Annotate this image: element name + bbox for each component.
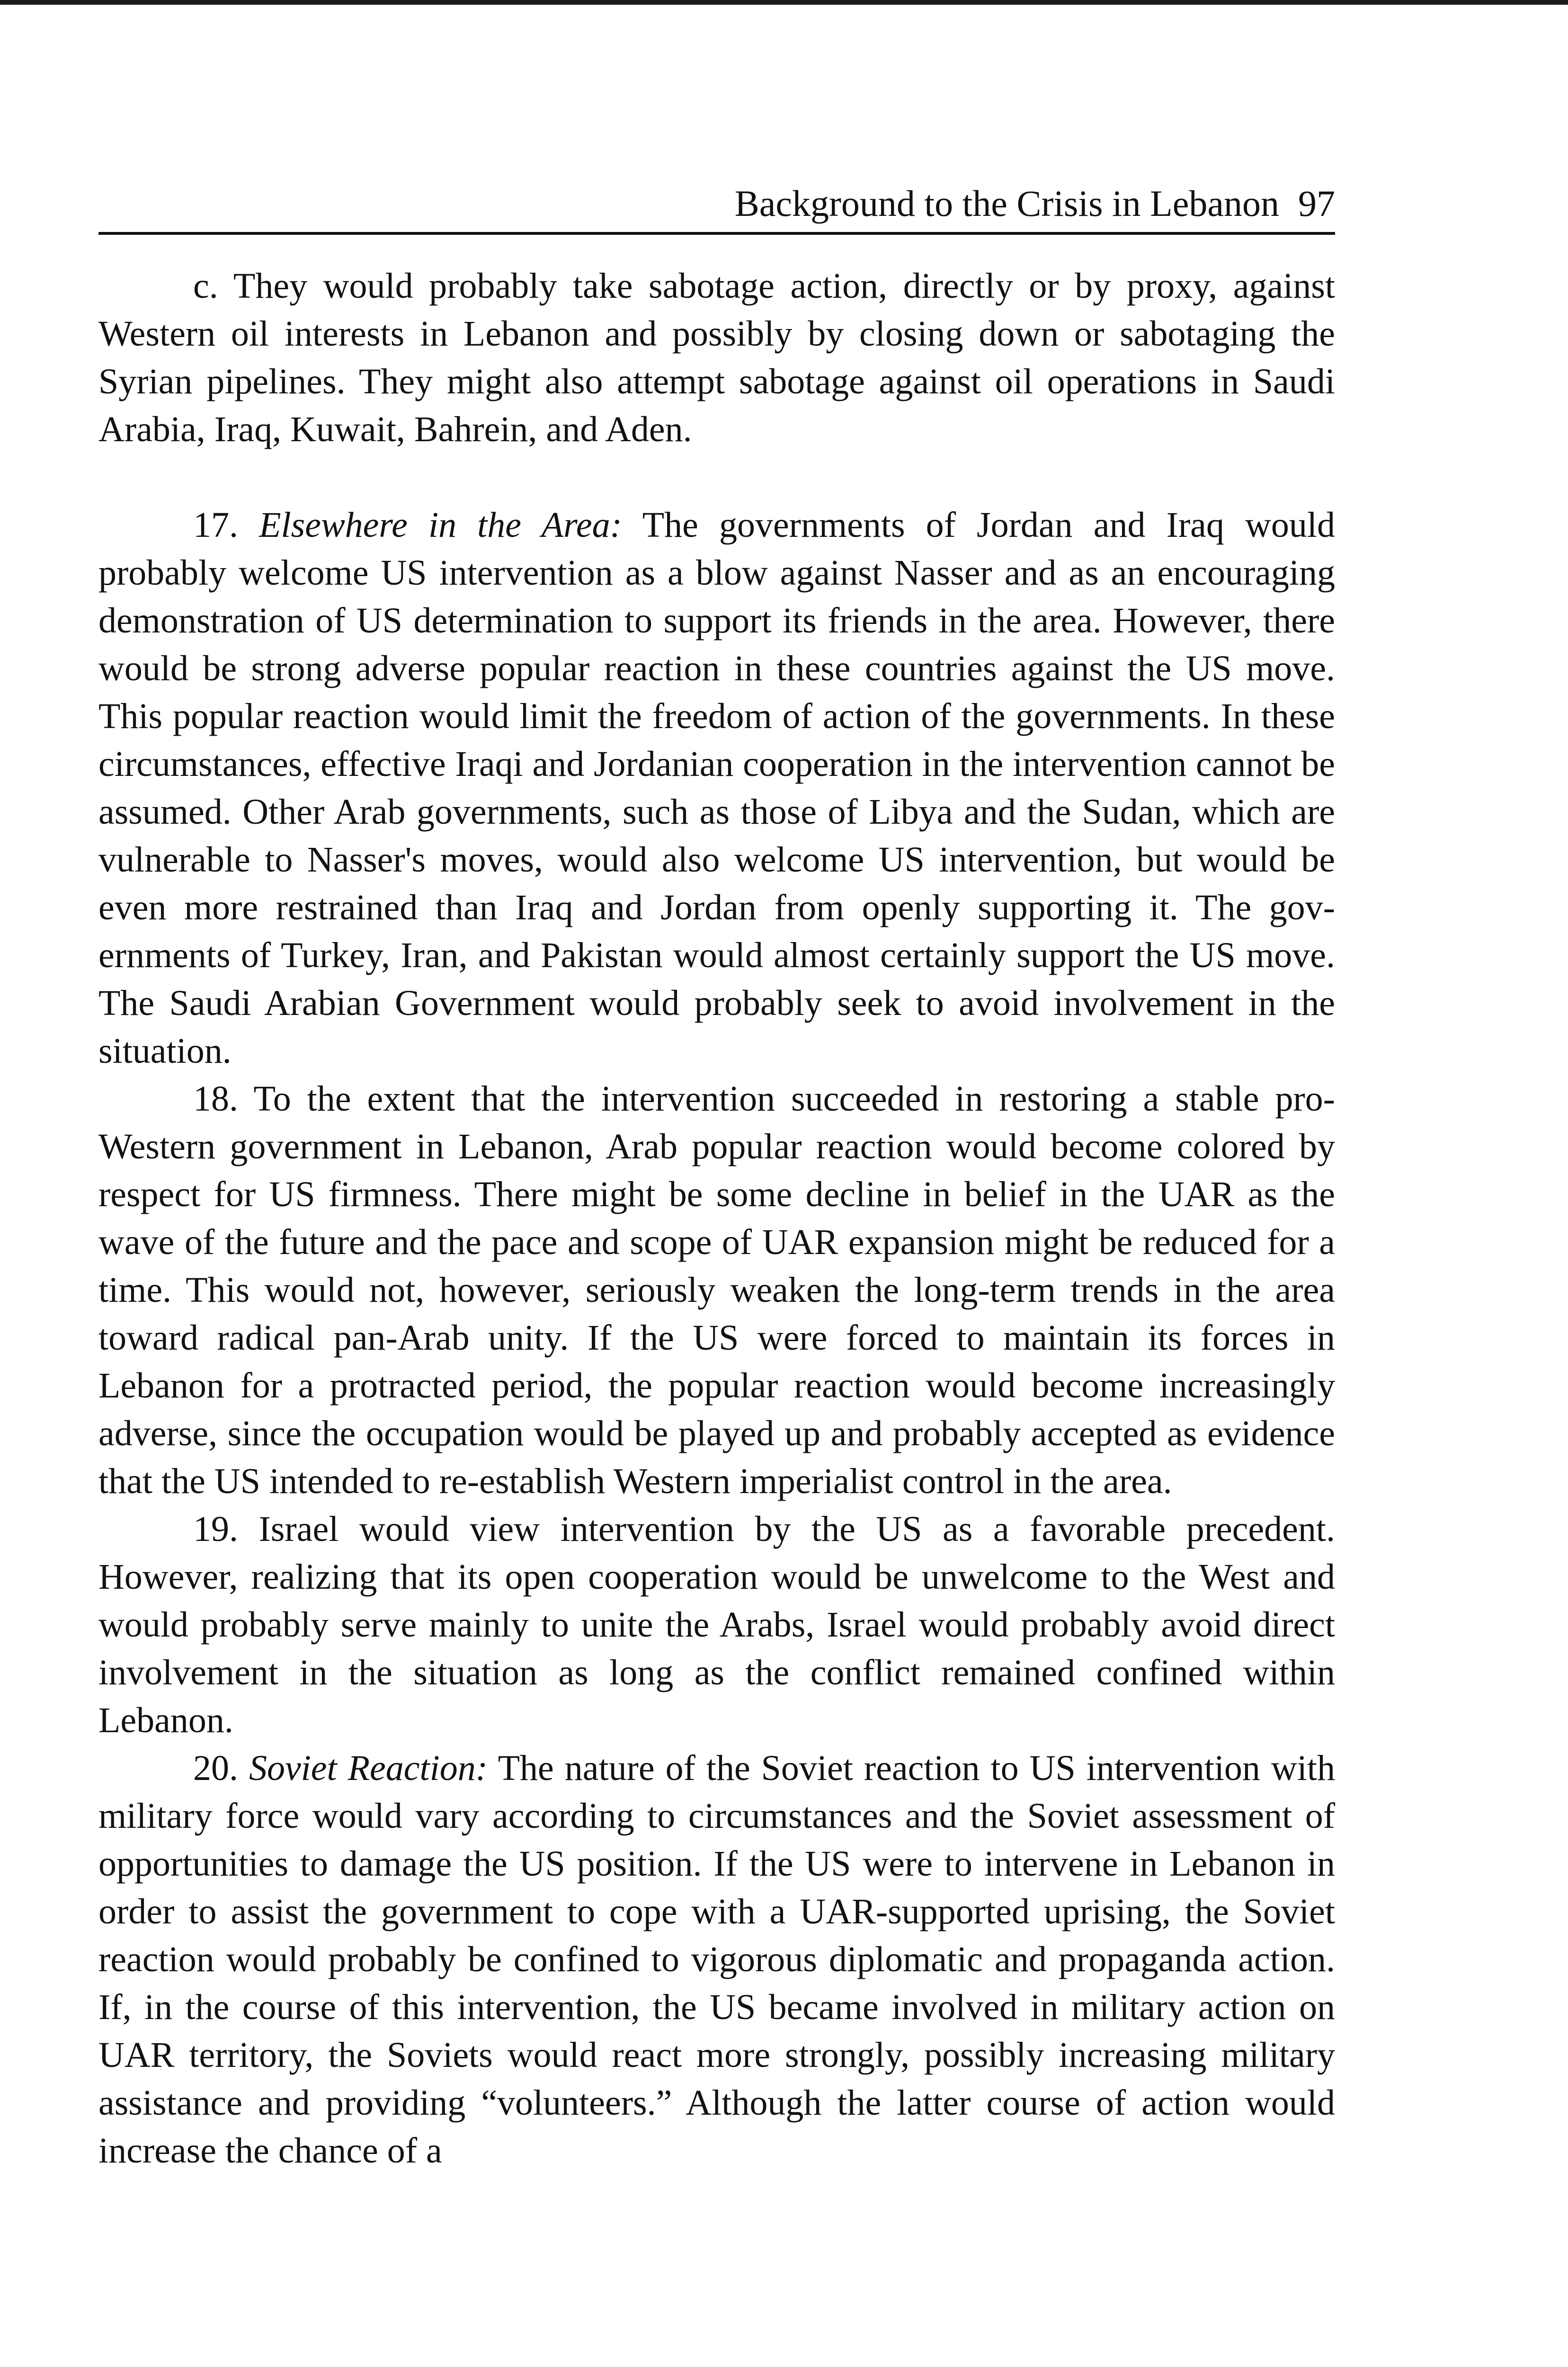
- paragraph-19: [98, 1505, 1335, 1744]
- paragraph-text: The nature of the Soviet reaction to US intervention with military force would vary according to circumstances and the Soviet assessment of opportunities to damage the US position. If the US were to intervene in Lebanon in order to assist the government to cope with a UAR-supported uprising, the Soviet reaction would probably be confined to vigorous diplomatic and propaganda action. If, in the course of this intervention, the US became involved in military action on UAR territory, the Soviets would react more strongly, possibly increasing military assistance and providing “volunteers.” Although the latter course of action would increase the chance of a: [98, 1748, 1335, 2171]
- running-head: [98, 180, 1335, 235]
- page-number: 97: [1298, 183, 1335, 224]
- paragraph-text: c. They would probably take sabotage action, directly or by proxy, against Western oil interests in Lebanon and possibly by closing down or sabotaging the Syrian pipelines. They might also attempt sabotage against oil operations in Saudi Arabia, Iraq, Kuwait, Bahrein, and Aden.: [98, 266, 1335, 449]
- top-edge-rule: [0, 0, 1568, 5]
- paragraph-16c: [98, 262, 1335, 454]
- document-page: [98, 180, 1335, 2175]
- body-text: [98, 262, 1335, 2175]
- running-head-title: Background to the Crisis in Lebanon: [734, 183, 1279, 224]
- paragraph-text: To the extent that the intervention succeeded in restoring a stable pro-Western government in Lebanon, Arab popular reaction would become colored by respect for US firmness. There might be some decline in belief in the UAR as the wave of the future and the pace and scope of UAR expansion might be reduced for a time. This would not, however, seriously weaken the long-term trends in the area toward radical pan-Arab unity. If the US were forced to maintain its forces in Lebanon for a protracted period, the popular reaction would become increasingly adverse, since the occupation would be played up and probably accepted as evidence that the US intended to re-establish Western imperialist control in the area.: [98, 1079, 1335, 1501]
- paragraph-text: The governments of Jordan and Iraq would probably welcome US intervention as a blow against Nasser and as an encouraging demonstration of US determination to support its friends in the area. However, there would be strong adverse popular reaction in these countries against the US move. This popular reaction would limit the freedom of action of the governments. In these circumstances, effective Iraqi and Jordanian cooperation in the intervention cannot be assumed. Other Arab governments, such as those of Libya and the Sudan, which are vulnerable to Nasser's moves, would also welcome US intervention, but would be even more restrained than Iraq and Jordan from openly supporting it. The governments of Turkey, Iran, and Pakistan would almost certainly support the US move. The Saudi Arabian Government would probably seek to avoid involvement in the situation.: [98, 505, 1335, 1071]
- paragraph-number: 20.: [193, 1748, 238, 1788]
- paragraph-number: 19.: [193, 1509, 238, 1549]
- paragraph-lead: Soviet Reaction:: [249, 1748, 488, 1788]
- paragraph-lead: Elsewhere in the Area:: [259, 505, 622, 545]
- paragraph-18: [98, 1075, 1335, 1505]
- paragraph-17: [98, 501, 1335, 1075]
- paragraph-text: Israel would view intervention by the US as a favorable precedent. However, realizing that its open cooperation would be unwelcome to the West and would probably serve mainly to unite the Arabs, Israel would probably avoid direct involvement in the situation as long as the conflict remained confined within Lebanon.: [98, 1509, 1335, 1740]
- paragraph-number: 17.: [193, 505, 238, 545]
- paragraph-20: [98, 1744, 1335, 2175]
- paragraph-number: 18.: [193, 1079, 238, 1119]
